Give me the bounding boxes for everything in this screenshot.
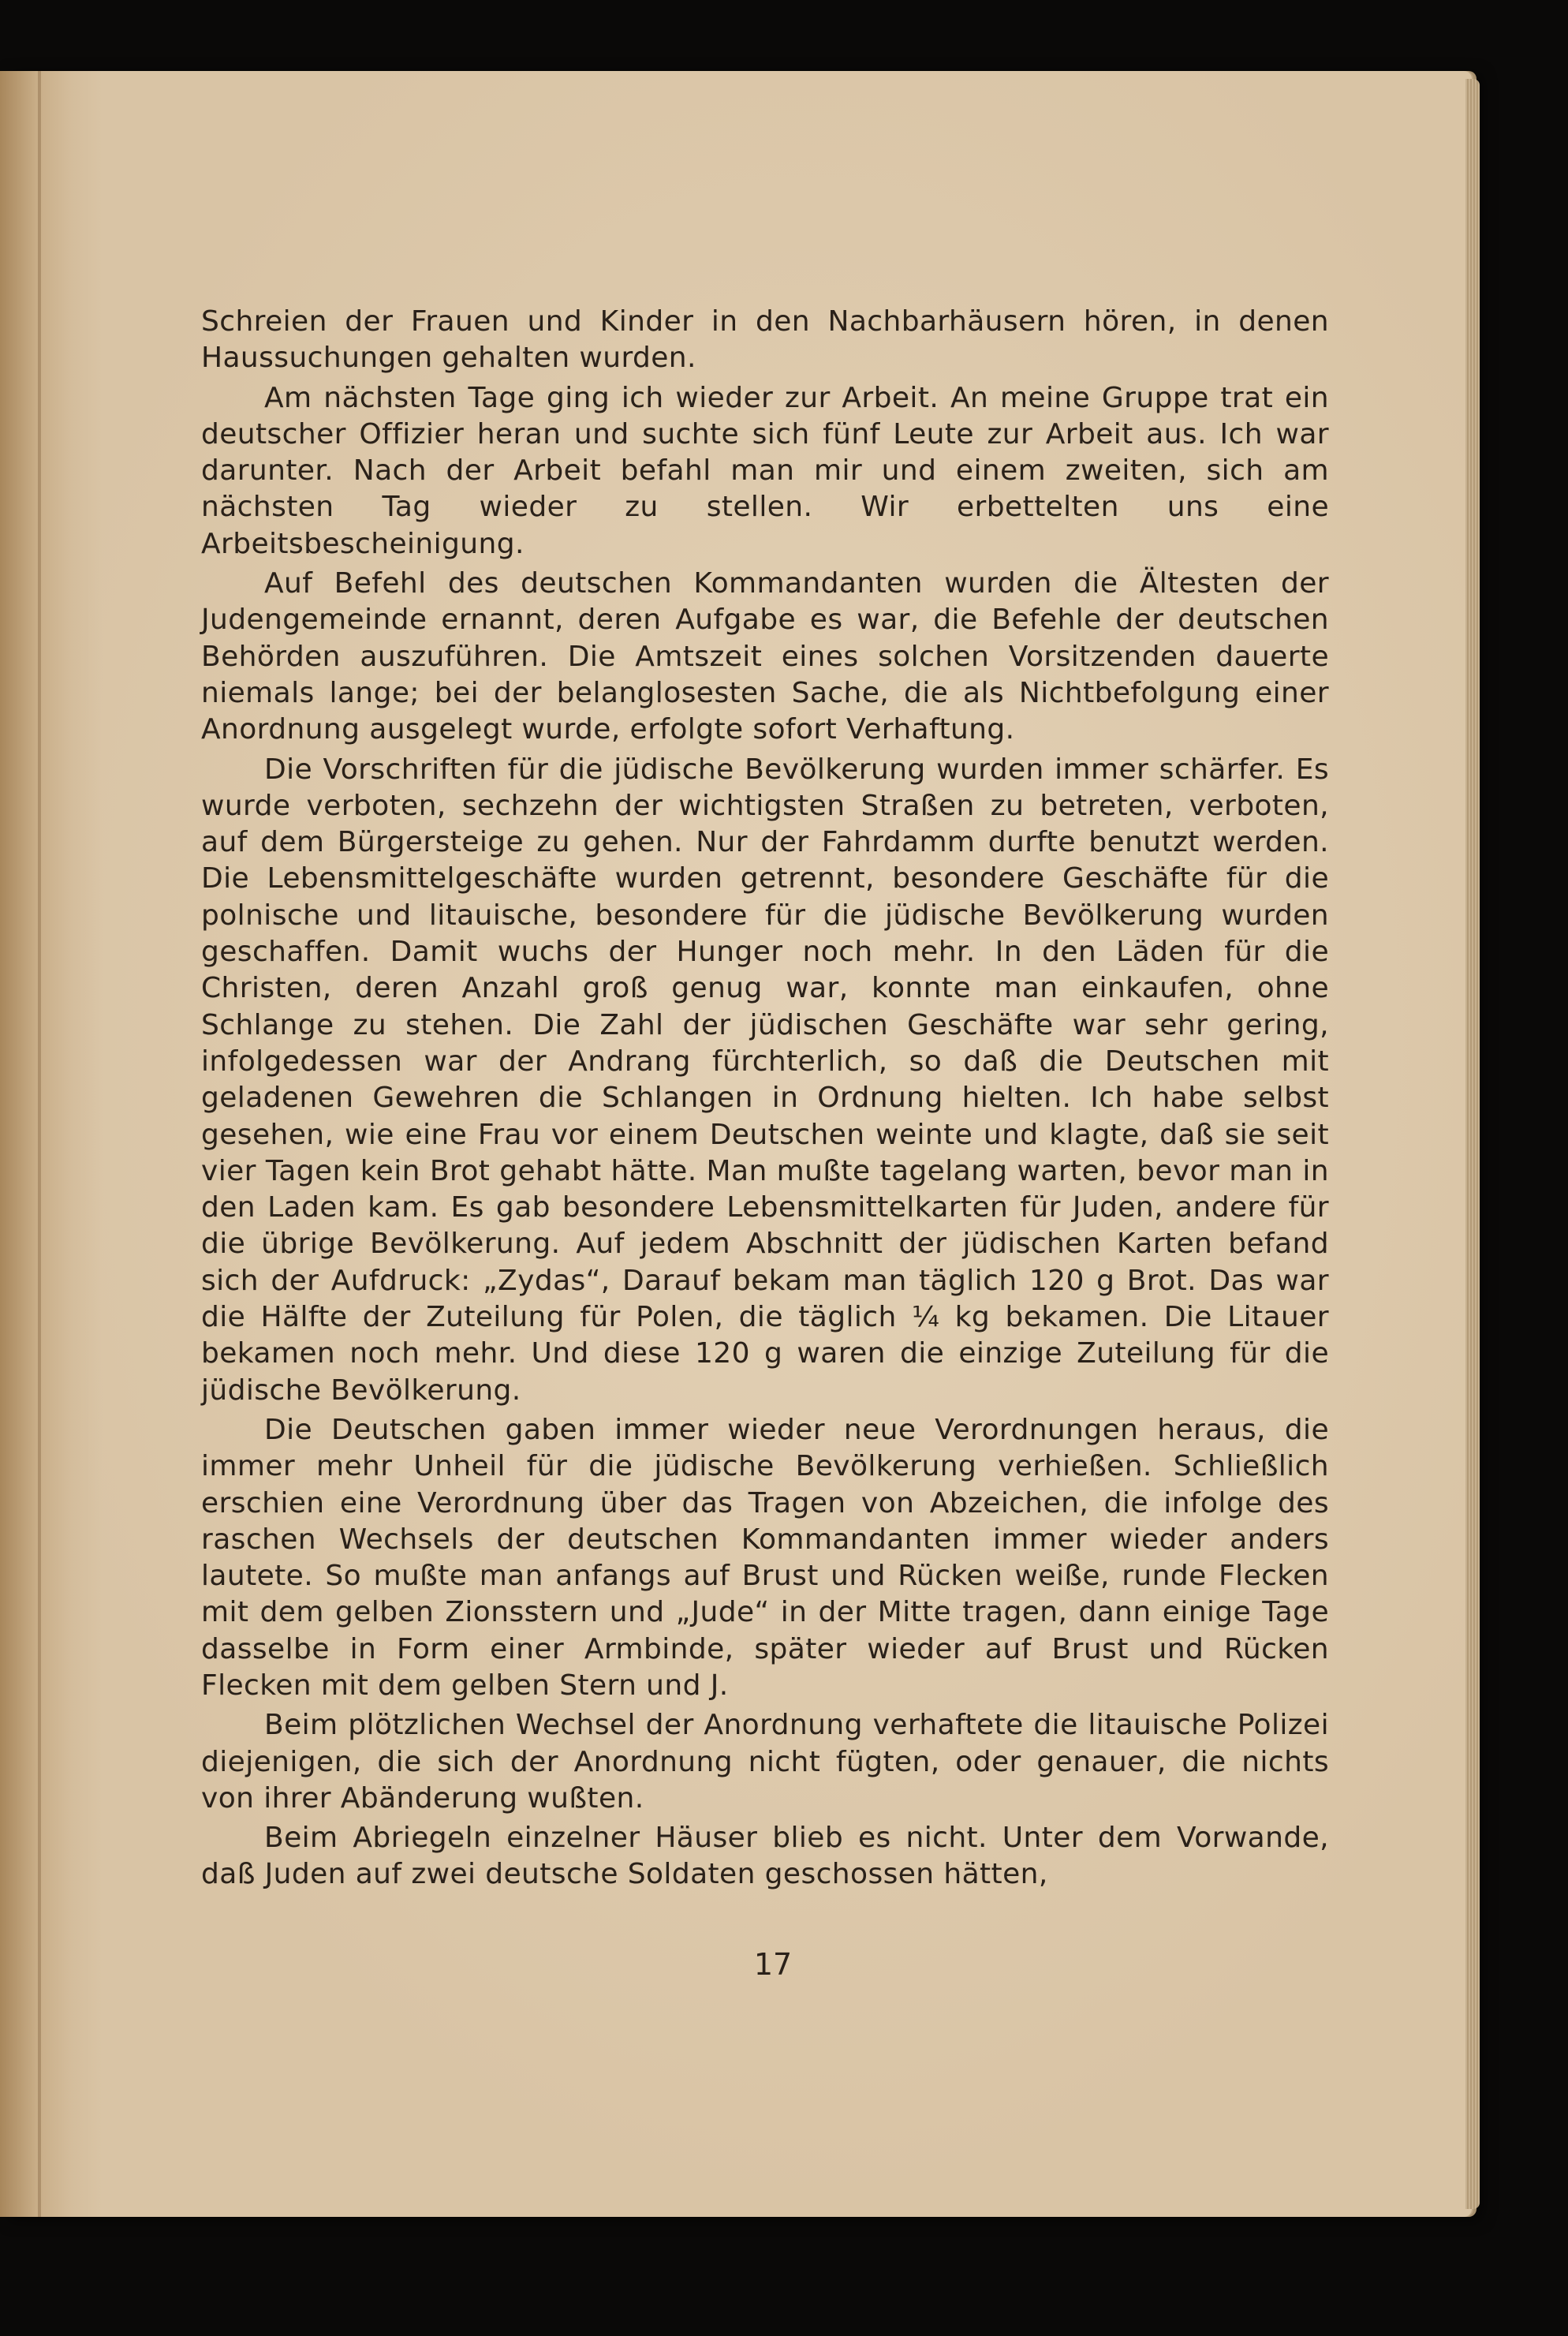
page-edge-stack [1465, 79, 1480, 2209]
paragraph: Beim plötzlichen Wechsel der Anordnung verhaftete die litauische Polizei diejenigen, die sich der Anordnung nicht fügten, oder genauer, die nichts von ihrer Abänderung wußten. [201, 1709, 1329, 1815]
paragraph: Schreien der Frauen und Kinder in den Nachbarhäusern hören, in denen Haussuchungen gehalten wurden. [201, 305, 1329, 375]
paragraph: Die Deutschen gaben immer wieder neue Verordnungen heraus, die immer mehr Unheil für die jüdische Bevölkerung verhießen. Schließlich erschien eine Verordnung über das Tragen von Abzeichen, die infolge des raschen Wechsels der deutschen Kommandanten immer wieder anders lautete. So mußte man anfangs auf Brust und Rücken weiße, runde Flecken mit dem gelben Zionsstern und „Jude“ in der Mitte tragen, dann einige Tage dasselbe in Form einer Armbinde, später wieder auf Brust und Rücken Flecken mit dem gelben Stern und J. [201, 1413, 1329, 1702]
paragraph: Beim Abriegeln einzelner Häuser blieb es nicht. Unter dem Vorwande, daß Juden auf zwei deutsche Soldaten geschossen hätten, [201, 1822, 1329, 1891]
body-text [201, 304, 1329, 1897]
book-gutter [0, 71, 103, 2217]
paragraph: Am nächsten Tage ging ich wieder zur Arbeit. An meine Gruppe trat ein deutscher Offizier heran und suchte sich fünf Leute zur Arbeit aus. Ich war darunter. Nach der Arbeit befahl man mir und einem zweiten, sich am nächsten Tag wieder zu stellen. Wir erbettelten uns eine Arbeitsbescheinigung. [201, 381, 1329, 560]
gutter-fold [38, 71, 41, 2217]
page-number: 17 [753, 1947, 793, 1982]
paragraph: Auf Befehl des deutschen Kommandanten wurden die Ältesten der Judengemeinde ernannt, deren Aufgabe es war, die Befehle der deutschen Behörden auszuführen. Die Amtszeit eines solchen Vorsitzenden dauerte niemals lange; bei der belanglosesten Sache, die als Nichtbefolgung einer Anordnung ausgelegt wurde, erfolgte sofort Verhaftung. [201, 567, 1329, 746]
paragraph: Die Vorschriften für die jüdische Bevölkerung wurden immer schärfer. Es wurde verboten, sechzehn der wichtigsten Straßen zu betreten, verboten, auf dem Bürgersteige zu gehen. Nur der Fahrdamm durfte benutzt werden. Die Lebensmittelgeschäfte wurden getrennt, besondere Geschäfte für die polnische und litauische, besondere für die jüdische Bevölkerung wurden geschaffen. Damit wuchs der Hunger noch mehr. In den Läden für die Christen, deren Anzahl groß genug war, konnte man einkaufen, ohne Schlange zu stehen. Die Zahl der jüdischen Geschäfte war sehr gering, infolgedessen war der Andrang fürchterlich, so daß die Deutschen mit geladenen Gewehren die Schlangen in Ordnung hielten. Ich habe selbst gesehen, wie eine Frau vor einem Deutschen weinte und klagte, daß sie seit vier Tagen kein Brot gehabt hätte. Man mußte tagelang warten, bevor man in den Laden kam. Es gab besondere Lebensmittelkarten für Juden, andere für die übrige Bevölkerung. Auf jedem Abschnitt der jüdischen Karten befand sich der Aufdruck: „Zydas“, Darauf bekam man täglich 120 g Brot. Das war die Hälfte der Zuteilung für Polen, die täglich ¼ kg bekamen. Die Litauer bekamen noch mehr. Und diese 120 g waren die einzige Zuteilung für die jüdische Bevölkerung. [201, 753, 1329, 1407]
